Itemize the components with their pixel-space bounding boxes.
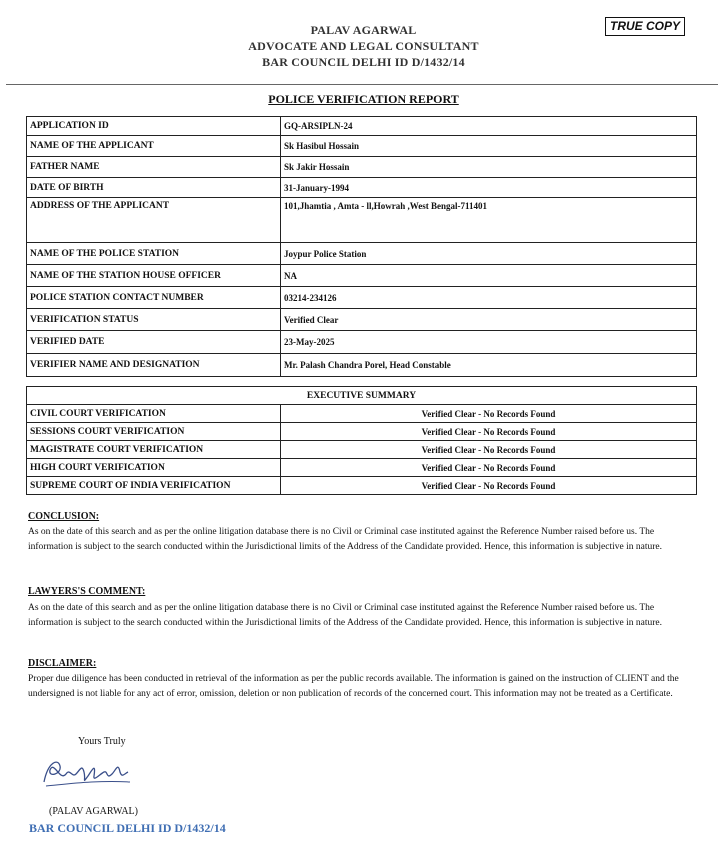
detail-label: FATHER NAME bbox=[27, 157, 281, 178]
detail-label: VERIFIED DATE bbox=[27, 331, 281, 354]
table-row bbox=[27, 198, 697, 243]
table-row bbox=[27, 117, 697, 136]
executive-summary-table bbox=[26, 386, 697, 495]
details-table bbox=[26, 116, 697, 377]
detail-label: VERIFICATION STATUS bbox=[27, 309, 281, 331]
table-row bbox=[27, 459, 697, 477]
lawyers-comment-heading: LAWYERS'S COMMENT: bbox=[28, 586, 146, 597]
conclusion-text: As on the date of this search and as per the online litigation database there is no Civil or Criminal case instituted against the Reference Number raised before us. The information is subject to the search conducted within the Jurisdictional limits of the Address of the Candidate provided. Hence, this information is subjective in nature. bbox=[28, 526, 662, 552]
lawyers-comment-section bbox=[28, 584, 700, 632]
table-row bbox=[27, 423, 697, 441]
table-row bbox=[27, 178, 697, 198]
detail-value: GQ-ARSIPLN-24 bbox=[281, 117, 697, 136]
summary-value: Verified Clear - No Records Found bbox=[281, 405, 697, 423]
lawyers-comment-text: As on the date of this search and as per the online litigation database there is no Civil or Criminal case instituted against the Reference Number raised before us. The information is subject to the search conducted within the Jurisdictional limits of the Address of the Candidate provided. Hence, this information is subjective in nature. bbox=[28, 602, 662, 628]
table-row bbox=[27, 387, 697, 405]
detail-value: Joypur Police Station bbox=[281, 243, 697, 265]
conclusion-section bbox=[28, 509, 700, 556]
summary-value: Verified Clear - No Records Found bbox=[281, 477, 697, 495]
table-row bbox=[27, 287, 697, 309]
summary-label: CIVIL COURT VERIFICATION bbox=[27, 405, 281, 423]
table-row bbox=[27, 157, 697, 178]
disclaimer-heading: DISCLAIMER: bbox=[28, 658, 97, 669]
table-row bbox=[27, 309, 697, 331]
detail-value: 03214-234126 bbox=[281, 287, 697, 309]
detail-value: 101,Jhamtia , Amta - ll,Howrah ,West Bengal-711401 bbox=[281, 198, 697, 243]
table-row bbox=[27, 405, 697, 423]
table-row bbox=[27, 265, 697, 287]
detail-value: NA bbox=[281, 265, 697, 287]
disclaimer-text: Proper due diligence has been conducted in retrieval of the information as per the public records available. The information is gained on the instruction of CLIENT and the undersigned is not liable for any act of error, omission, deletion or non publication of records of the concerned court. This information may not be treated as a Certificate. bbox=[28, 673, 679, 699]
summary-label: HIGH COURT VERIFICATION bbox=[27, 459, 281, 477]
detail-label: VERIFIER NAME AND DESIGNATION bbox=[27, 354, 281, 377]
summary-label: SESSIONS COURT VERIFICATION bbox=[27, 423, 281, 441]
detail-label: NAME OF THE STATION HOUSE OFFICER bbox=[27, 265, 281, 287]
report-title: POLICE VERIFICATION REPORT bbox=[268, 92, 459, 106]
summary-value: Verified Clear - No Records Found bbox=[281, 423, 697, 441]
detail-value: Sk Jakir Hossain bbox=[281, 157, 697, 178]
signatory-bar-id: BAR COUNCIL DELHI ID D/1432/14 bbox=[29, 821, 226, 835]
detail-value: Verified Clear bbox=[281, 309, 697, 331]
detail-label: APPLICATION ID bbox=[27, 117, 281, 136]
conclusion-heading: CONCLUSION: bbox=[28, 511, 100, 522]
closing-text: Yours Truly bbox=[78, 736, 126, 747]
disclaimer-section bbox=[28, 656, 700, 703]
detail-label: NAME OF THE POLICE STATION bbox=[27, 243, 281, 265]
detail-label: POLICE STATION CONTACT NUMBER bbox=[27, 287, 281, 309]
header-divider bbox=[6, 84, 718, 85]
detail-value: 31-January-1994 bbox=[281, 178, 697, 198]
signatory-name: (PALAV AGARWAL) bbox=[49, 806, 138, 817]
table-row bbox=[27, 354, 697, 377]
letterhead-name: PALAV AGARWAL bbox=[310, 23, 417, 37]
table-row bbox=[27, 136, 697, 157]
table-row bbox=[27, 243, 697, 265]
detail-label: NAME OF THE APPLICANT bbox=[27, 136, 281, 157]
summary-value: Verified Clear - No Records Found bbox=[281, 441, 697, 459]
true-copy-stamp: TRUE COPY bbox=[605, 17, 685, 36]
table-row bbox=[27, 441, 697, 459]
summary-label: MAGISTRATE COURT VERIFICATION bbox=[27, 441, 281, 459]
table-row bbox=[27, 477, 697, 495]
detail-value: Mr. Palash Chandra Porel, Head Constable bbox=[281, 354, 697, 377]
summary-header: EXECUTIVE SUMMARY bbox=[27, 387, 697, 405]
detail-value: 23-May-2025 bbox=[281, 331, 697, 354]
detail-value: Sk Hasibul Hossain bbox=[281, 136, 697, 157]
detail-label: DATE OF BIRTH bbox=[27, 178, 281, 198]
summary-label: SUPREME COURT OF INDIA VERIFICATION bbox=[27, 477, 281, 495]
table-row bbox=[27, 331, 697, 354]
summary-value: Verified Clear - No Records Found bbox=[281, 459, 697, 477]
signature-image bbox=[38, 752, 138, 792]
letterhead-title: ADVOCATE AND LEGAL CONSULTANT bbox=[248, 39, 479, 53]
detail-label: ADDRESS OF THE APPLICANT bbox=[27, 198, 281, 243]
letterhead-bar-id: BAR COUNCIL DELHI ID D/1432/14 bbox=[262, 55, 465, 69]
